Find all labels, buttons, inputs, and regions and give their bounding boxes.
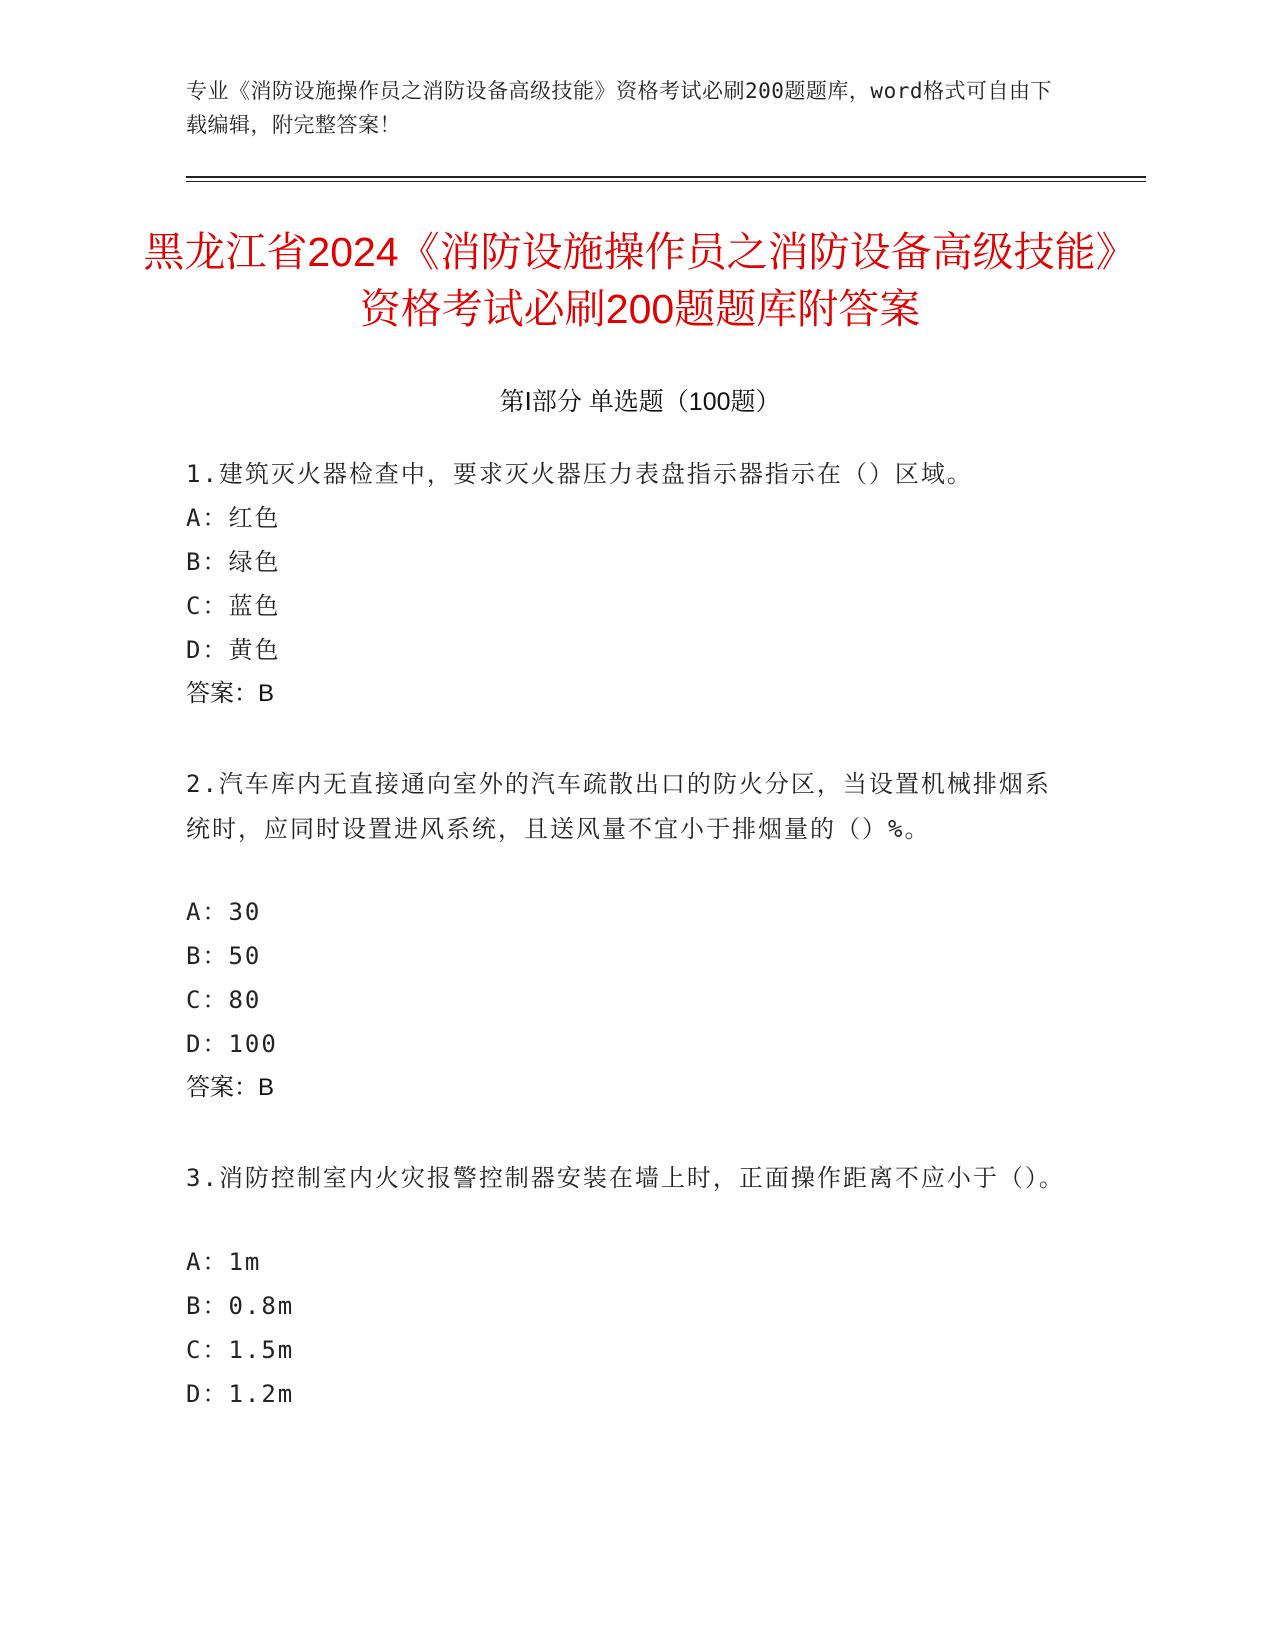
header-divider-thin — [186, 181, 1146, 182]
question-stem: 3.消防控制室内火灾报警控制器安装在墙上时，正面操作距离不应小于（）。 — [186, 1164, 1065, 1192]
option-a: A：30 — [186, 898, 262, 926]
document-title: 黑龙江省2024《消防设施操作员之消防设备高级技能》资格考试必刷200题题库附答案 — [143, 229, 1137, 332]
header-note: 专业《消防设施操作员之消防设备高级技能》资格考试必刷200题题库，word格式可自由下载编辑，附完整答案！ — [186, 79, 1052, 137]
option-d: D：1.2m — [186, 1380, 295, 1408]
question-stem: 2.汽车库内无直接通向室外的汽车疏散出口的防火分区，当设置机械排烟系统时，应同时设置进风系统，且送风量不宜小于排烟量的（）%。 — [186, 770, 1051, 843]
option-c: C：蓝色 — [186, 592, 281, 620]
option-d: D：黄色 — [186, 636, 281, 664]
option-c: C：1.5m — [186, 1336, 295, 1364]
option-b: B：绿色 — [186, 548, 281, 576]
option-a: A：1m — [186, 1248, 262, 1276]
option-d: D：100 — [186, 1030, 278, 1058]
option-b: B：0.8m — [186, 1292, 295, 1320]
option-a: A：红色 — [186, 504, 281, 532]
option-c: C：80 — [186, 986, 262, 1014]
question-stem: 1.建筑灭火器检查中，要求灭火器压力表盘指示器指示在（）区域。 — [186, 460, 973, 488]
answer: 答案：B — [186, 680, 275, 707]
header-divider — [186, 176, 1146, 178]
answer: 答案：B — [186, 1074, 275, 1101]
section-title: 第Ⅰ部分 单选题（100题） — [499, 388, 781, 416]
option-b: B：50 — [186, 942, 262, 970]
